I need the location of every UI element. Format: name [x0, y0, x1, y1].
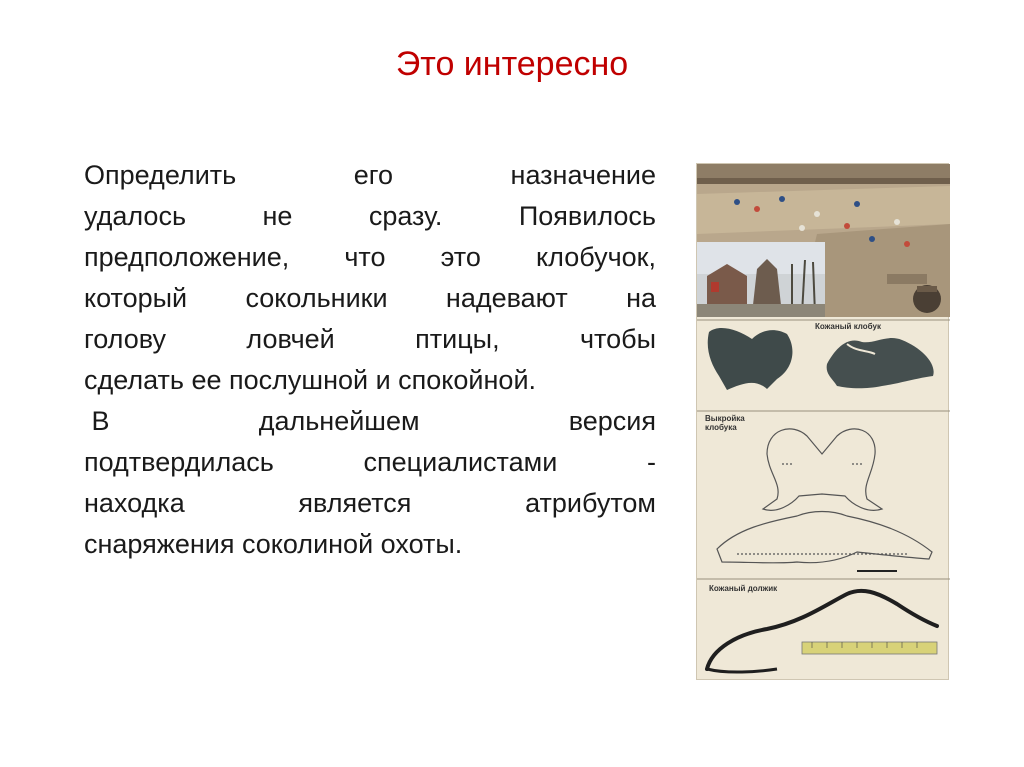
word: дальнейшем: [258, 406, 420, 436]
label-strap: Кожаный должик: [709, 584, 778, 593]
word: ловчей: [246, 324, 335, 354]
word: Определить: [84, 160, 237, 190]
word: атрибутом: [525, 488, 656, 518]
word: назначение: [510, 160, 656, 190]
word: версия: [568, 406, 656, 436]
word: -: [647, 447, 656, 477]
word: сокольники: [245, 283, 388, 313]
word: на: [626, 283, 656, 313]
text-line: [84, 278, 656, 319]
word: сделать ее послушной и спокойной.: [84, 365, 537, 395]
word: удалось: [84, 201, 187, 231]
word: снаряжения соколиной охоты.: [84, 529, 463, 559]
slide-title: Это интересно: [395, 45, 629, 83]
leather-hood-drawing: [708, 328, 934, 390]
word: не: [262, 201, 293, 231]
word: клобучок,: [536, 242, 656, 272]
hood-pattern-drawing: [717, 429, 932, 571]
text-line: [84, 401, 656, 442]
label-hood: Кожаный клобук: [815, 322, 881, 331]
word: является: [298, 488, 412, 518]
text-line: [84, 524, 656, 565]
word: Появилось: [518, 201, 656, 231]
excavation-photo: [697, 164, 950, 317]
word: птицы,: [415, 324, 500, 354]
word: предположение,: [84, 242, 290, 272]
word: чтобы: [579, 324, 656, 354]
text-line: [84, 319, 656, 360]
word: его: [353, 160, 394, 190]
word: что: [344, 242, 386, 272]
word: который: [84, 283, 188, 313]
word: специалистами: [363, 447, 558, 477]
label-pattern: Выкройка клобука: [705, 414, 745, 432]
text-line: [84, 442, 656, 483]
word: В: [84, 406, 110, 436]
leather-strap-drawing: [707, 591, 937, 672]
text-line: [84, 155, 656, 196]
word: это: [440, 242, 481, 272]
text-line: [84, 237, 656, 278]
illustration-panel: [696, 163, 949, 680]
word: находка: [84, 488, 185, 518]
word: сразу.: [368, 201, 443, 231]
text-line: [84, 360, 656, 401]
text-line: [84, 483, 656, 524]
word: голову: [84, 324, 167, 354]
body-text: [84, 155, 656, 565]
word: надевают: [445, 283, 568, 313]
word: подтвердилась: [84, 447, 274, 477]
text-line: [84, 196, 656, 237]
